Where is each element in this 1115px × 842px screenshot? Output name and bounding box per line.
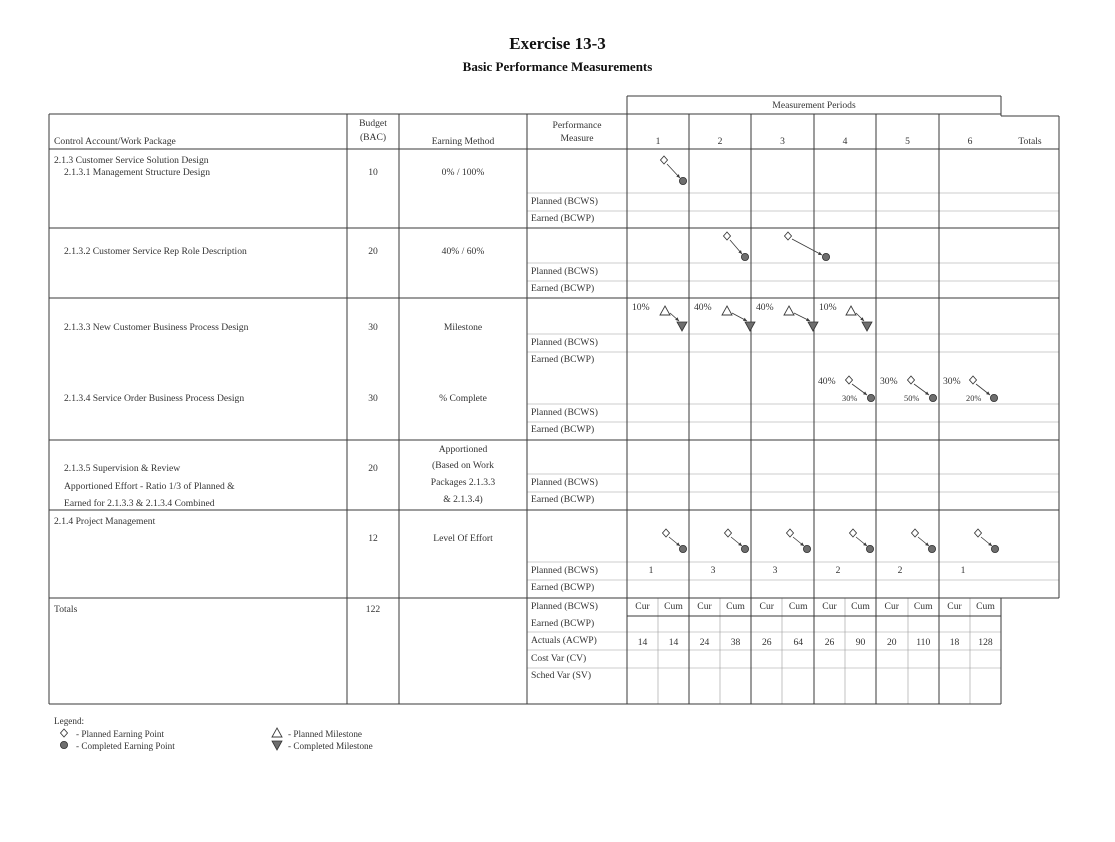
- method-2-1-3-5-line3: Packages 2.1.3.3: [430, 477, 496, 488]
- measure-planned-2: Planned (BCWS): [531, 266, 598, 277]
- completed-milestone-3: [808, 322, 818, 331]
- measure-earned-1: Earned (BCWP): [531, 213, 595, 224]
- completed-point-2132-b: [822, 253, 829, 260]
- header-measurement-periods: Measurement Periods: [772, 100, 856, 111]
- loe-completed-point-4: [866, 545, 873, 552]
- legend-title: Legend:: [54, 716, 85, 726]
- loe-completed-point-3: [803, 545, 810, 552]
- cum-header-2: Cum: [726, 601, 745, 612]
- budget-2-1-3-2: 20: [368, 246, 378, 257]
- legend-diamond-icon: [61, 729, 68, 737]
- cur-header-5: Cur: [884, 601, 899, 612]
- planned-point-2131: [661, 156, 668, 164]
- complete-done-4: 30%: [842, 394, 858, 403]
- complete-planned-point-1: [846, 376, 853, 384]
- period-header-6: 6: [967, 136, 973, 147]
- measure-planned-6: Planned (BCWS): [531, 565, 598, 576]
- loe-completed-point-6: [991, 545, 998, 552]
- package-2-1-3-5-name: 2.1.3.5 Supervision & Review: [64, 463, 181, 474]
- actuals-cur-2: 24: [699, 637, 710, 648]
- budget-2-1-3-1: 10: [368, 167, 378, 178]
- measure-earned-3: Earned (BCWP): [531, 354, 595, 365]
- legend-triangle-up-icon: [272, 728, 282, 737]
- method-2-1-3-2: 40% / 60%: [441, 246, 485, 257]
- package-2-1-3-4-name: 2.1.3.4 Service Order Business Process Design: [64, 393, 245, 404]
- complete-planned-point-2: [908, 376, 915, 384]
- method-2-1-3-5-line1: Apportioned: [438, 444, 488, 455]
- method-2-1-3-5-line4: & 2.1.3.4): [443, 494, 483, 505]
- actuals-cur-6: 18: [949, 637, 960, 648]
- method-2-1-3-4: % Complete: [439, 393, 487, 404]
- measure-sched-var: Sched Var (SV): [531, 670, 592, 681]
- method-2-1-3-3: Milestone: [443, 322, 483, 333]
- header-measure-line1: Performance: [552, 120, 602, 131]
- cur-header-4: Cur: [822, 601, 837, 612]
- period-header-2: 2: [717, 136, 723, 147]
- cum-header-4: Cum: [851, 601, 870, 612]
- milestone-pct-4: 10%: [819, 302, 837, 313]
- page-subtitle: Basic Performance Measurements: [462, 59, 653, 74]
- loe-planned-point-4: [850, 529, 857, 537]
- header-budget-line1: Budget: [359, 118, 387, 129]
- actuals-cur-1: 14: [637, 637, 648, 648]
- complete-planned-point-3: [970, 376, 977, 384]
- budget-totals: 122: [365, 604, 381, 615]
- measure-cost-var: Cost Var (CV): [531, 653, 587, 664]
- cur-header-6: Cur: [947, 601, 962, 612]
- measure-earned-totals: Earned (BCWP): [531, 618, 595, 629]
- loe-completed-point-1: [679, 545, 686, 552]
- actuals-cur-4: 26: [824, 637, 835, 648]
- header-account: Control Account/Work Package: [54, 136, 176, 147]
- cum-header-6: Cum: [976, 601, 995, 612]
- milestone-pct-2: 40%: [694, 302, 712, 313]
- actuals-cum-2: 38: [730, 637, 741, 648]
- method-2-1-3-1: 0% / 100%: [441, 167, 485, 178]
- measure-planned-totals: Planned (BCWS): [531, 601, 598, 612]
- loe-planned-point-5: [912, 529, 919, 537]
- cum-header-5: Cum: [913, 601, 933, 612]
- cur-header-1: Cur: [635, 601, 650, 612]
- header-totals: Totals: [1018, 136, 1042, 147]
- legend-dot-icon: [60, 741, 67, 748]
- loe-completed-point-2: [741, 545, 748, 552]
- budget-2-1-3-4: 30: [368, 393, 378, 404]
- cur-header-3: Cur: [759, 601, 774, 612]
- complete-planned-6: 30%: [943, 376, 961, 387]
- planned-milestone-1: [660, 306, 670, 315]
- header-budget-line2: (BAC): [359, 132, 387, 143]
- loe-planned-point-1: [663, 529, 670, 537]
- completed-milestone-1: [677, 322, 687, 331]
- complete-done-point-3: [990, 394, 997, 401]
- group-2-1-3: 2.1.3 Customer Service Solution Design: [54, 155, 209, 166]
- actuals-cum-4: 90: [855, 637, 866, 648]
- budget-2-1-4: 12: [368, 533, 378, 544]
- completed-milestone-2: [745, 322, 755, 331]
- cum-header-1: Cum: [664, 601, 683, 612]
- legend-planned-point: - Planned Earning Point: [76, 729, 165, 739]
- planned-point-2132-b: [785, 232, 792, 240]
- loe-planned-point-6: [975, 529, 982, 537]
- cum-header-3: Cum: [788, 601, 808, 612]
- legend-completed-point: - Completed Earning Point: [76, 741, 175, 751]
- totals-label: Totals: [54, 604, 78, 615]
- measure-earned-4: Earned (BCWP): [531, 424, 595, 435]
- measure-earned-2: Earned (BCWP): [531, 283, 595, 294]
- milestone-pct-1: 10%: [632, 302, 650, 313]
- actuals-cum-1: 14: [668, 637, 679, 648]
- planned-point-2132-a: [724, 232, 731, 240]
- header-earning-method: Earning Method: [431, 136, 495, 147]
- arrow-2132-b-line: [792, 239, 822, 255]
- measure-planned-1: Planned (BCWS): [531, 196, 598, 207]
- measure-actuals: Actuals (ACWP): [531, 635, 597, 646]
- loe-value-4: 2: [835, 565, 841, 576]
- actuals-cum-3: 64: [793, 637, 804, 648]
- period-header-1: 1: [655, 136, 661, 147]
- package-2-1-3-2-name: 2.1.3.2 Customer Service Rep Role Description: [64, 246, 247, 257]
- complete-planned-4: 40%: [818, 376, 836, 387]
- complete-arrow-2-head: [925, 391, 929, 395]
- actuals-cur-5: 20: [886, 637, 897, 648]
- measure-earned-6: Earned (BCWP): [531, 582, 595, 593]
- legend-completed-milestone: - Completed Milestone: [288, 741, 373, 751]
- legend-triangle-down-icon: [272, 741, 282, 750]
- completed-point-2132-a: [741, 253, 748, 260]
- method-2-1-3-5-line2: (Based on Work: [432, 460, 494, 471]
- header-measure-line2: Measure: [560, 133, 594, 144]
- loe-planned-point-3: [787, 529, 794, 537]
- complete-done-5: 50%: [904, 394, 920, 403]
- actuals-cum-6: 128: [978, 637, 993, 648]
- cur-header-2: Cur: [697, 601, 712, 612]
- package-2-1-3-5-note-2: Earned for 2.1.3.3 & 2.1.3.4 Combined: [64, 498, 215, 509]
- measure-earned-5: Earned (BCWP): [531, 494, 595, 505]
- loe-value-5: 2: [897, 565, 903, 576]
- milestone-pct-3: 40%: [756, 302, 774, 313]
- measure-planned-4: Planned (BCWS): [531, 407, 598, 418]
- loe-value-2: 3: [710, 565, 716, 576]
- period-header-3: 3: [780, 136, 785, 147]
- group-2-1-4: 2.1.4 Project Management: [54, 516, 156, 527]
- complete-done-point-1: [867, 394, 874, 401]
- completed-milestone-4: [862, 322, 872, 331]
- budget-2-1-3-5: 20: [368, 463, 378, 474]
- period-header-4: 4: [842, 136, 848, 147]
- loe-completed-point-5: [928, 545, 935, 552]
- measure-planned-5: Planned (BCWS): [531, 477, 598, 488]
- loe-planned-point-2: [725, 529, 732, 537]
- measure-planned-3: Planned (BCWS): [531, 337, 598, 348]
- loe-value-3: 3: [772, 565, 778, 576]
- planned-milestone-2: [722, 306, 732, 315]
- completed-point-2131: [679, 177, 686, 184]
- loe-value-1: 1: [648, 565, 654, 576]
- complete-done-6: 20%: [966, 394, 982, 403]
- actuals-cum-5: 110: [916, 637, 931, 648]
- complete-done-point-2: [929, 394, 936, 401]
- package-2-1-3-3-name: 2.1.3.3 New Customer Business Process Design: [64, 322, 249, 333]
- actuals-cur-3: 26: [761, 637, 772, 648]
- complete-arrow-1-head: [863, 391, 867, 395]
- loe-value-6: 1: [960, 565, 966, 576]
- legend-planned-milestone: - Planned Milestone: [288, 729, 362, 739]
- package-2-1-3-5-note-1: Apportioned Effort - Ratio 1/3 of Planned &: [64, 481, 235, 492]
- package-2-1-3-1-name: 2.1.3.1 Management Structure Design: [64, 167, 211, 178]
- method-2-1-4: Level Of Effort: [433, 533, 493, 544]
- complete-planned-5: 30%: [880, 376, 898, 387]
- planned-milestone-4: [846, 306, 856, 315]
- planned-milestone-3: [784, 306, 794, 315]
- budget-2-1-3-3: 30: [368, 322, 378, 333]
- period-header-5: 5: [905, 136, 910, 147]
- page-title: Exercise 13-3: [509, 34, 606, 53]
